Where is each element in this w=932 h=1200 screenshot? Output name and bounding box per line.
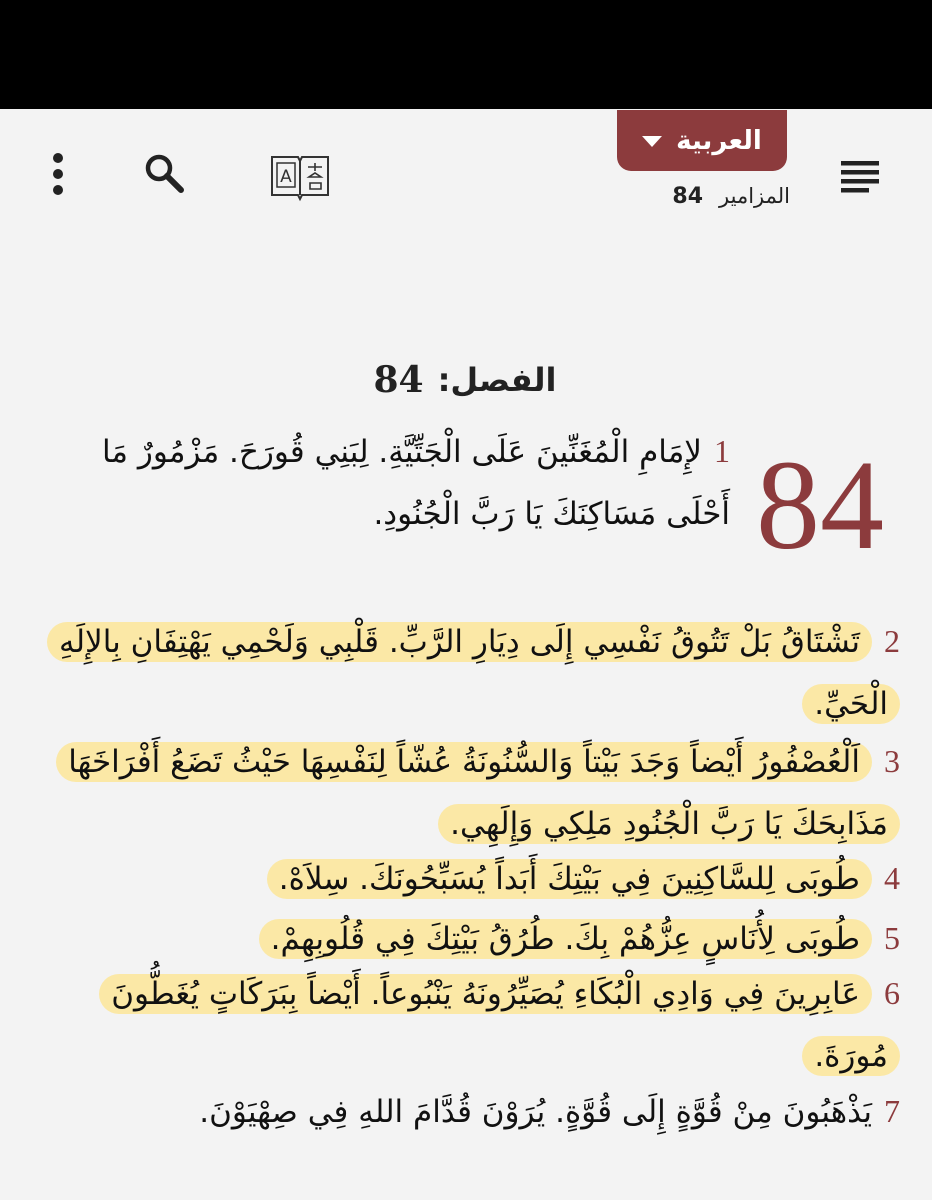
verse-text-highlighted: عَابِرِينَ فِي وَادِي الْبُكَاءِ يُصَيِّرُونَهُ يَنْبُوعاً. أَيْضاً بِبَرَكَاتٍ يُغَطُّونَ مُورَةَ. xyxy=(99,974,900,1076)
search-button[interactable] xyxy=(138,151,192,197)
app-toolbar xyxy=(0,109,932,219)
menu-button[interactable] xyxy=(834,153,886,199)
verse-text: يَذْهَبُونَ مِنْ قُوَّةٍ إِلَى قُوَّةٍ. يُرَوْنَ قُدَّامَ اللهِ فِي صِهْيَوْنَ. xyxy=(199,1094,872,1130)
chapter-drop-number: 84 xyxy=(756,434,884,576)
svg-text:A: A xyxy=(280,167,292,187)
more-vert-icon xyxy=(48,151,68,197)
chapter-heading-number: 84 xyxy=(373,359,424,401)
translation-button[interactable] xyxy=(262,145,338,205)
status-bar xyxy=(0,0,932,109)
verse-number: 1 xyxy=(714,433,730,469)
verse-1[interactable] xyxy=(90,420,730,545)
verse-number: 7 xyxy=(884,1093,900,1129)
verse-3[interactable] xyxy=(40,730,900,855)
chapter-number: 84 xyxy=(672,183,704,209)
chapter-heading-label: الفصل: xyxy=(437,361,557,399)
book-name: المزامير xyxy=(719,184,790,208)
verse-5[interactable] xyxy=(40,908,900,969)
verse-4[interactable] xyxy=(40,848,900,909)
verse-text-highlighted: طُوبَى لِأُنَاسٍ عِزُّهُمْ بِكَ. طُرُقُ بَيْتِكَ فِي قُلُوبِهِمْ. xyxy=(259,919,872,959)
verse-number: 5 xyxy=(884,920,900,956)
verse-text-highlighted: تَشْتَاقُ بَلْ تَتُوقُ نَفْسِي إِلَى دِيَارِ الرَّبِّ. قَلْبِي وَلَحْمِي يَهْتِفَانِ بِالإِلَهِ الْحَيِّ. xyxy=(47,622,900,724)
menu-icon xyxy=(839,158,881,194)
verse-number: 6 xyxy=(884,975,900,1011)
language-selector[interactable] xyxy=(617,110,787,171)
verse-number: 2 xyxy=(884,623,900,659)
chapter-heading xyxy=(330,352,600,408)
caret-down-icon xyxy=(642,136,662,147)
search-icon xyxy=(143,152,187,196)
more-options-button[interactable] xyxy=(36,149,80,199)
verse-text: لإِمَامِ الْمُغَنِّينَ عَلَى الْجَتِّيَّةِ. لِبَنِي قُورَحَ. مَزْمُورٌ مَا أَحْلَى مَسَاكِنَكَ يَا رَبَّ الْجُنُودِ. xyxy=(101,434,730,532)
verse-number: 3 xyxy=(884,743,900,779)
verse-7[interactable] xyxy=(100,1080,900,1143)
verse-number: 4 xyxy=(884,860,900,896)
verse-2[interactable] xyxy=(40,610,900,735)
verse-6[interactable] xyxy=(40,962,900,1087)
verse-text-highlighted: اَلْعُصْفُورُ أَيْضاً وَجَدَ بَيْتاً وَالسُّنُونَةُ عُشّاً لِنَفْسِهَا حَيْثُ تَضَعُ أَفْرَاخَهَا مَذَابِحَكَ يَا رَبَّ الْجُنُودِ مَلِكِي وَإِلَهِي. xyxy=(56,742,900,844)
translate-icon xyxy=(266,147,334,203)
book-chapter-selector[interactable] xyxy=(640,178,790,214)
language-label: العربية xyxy=(676,125,762,156)
verse-text-highlighted: طُوبَى لِلسَّاكِنِينَ فِي بَيْتِكَ أَبَداً يُسَبِّحُونَكَ. سِلاَهْ. xyxy=(267,859,872,899)
